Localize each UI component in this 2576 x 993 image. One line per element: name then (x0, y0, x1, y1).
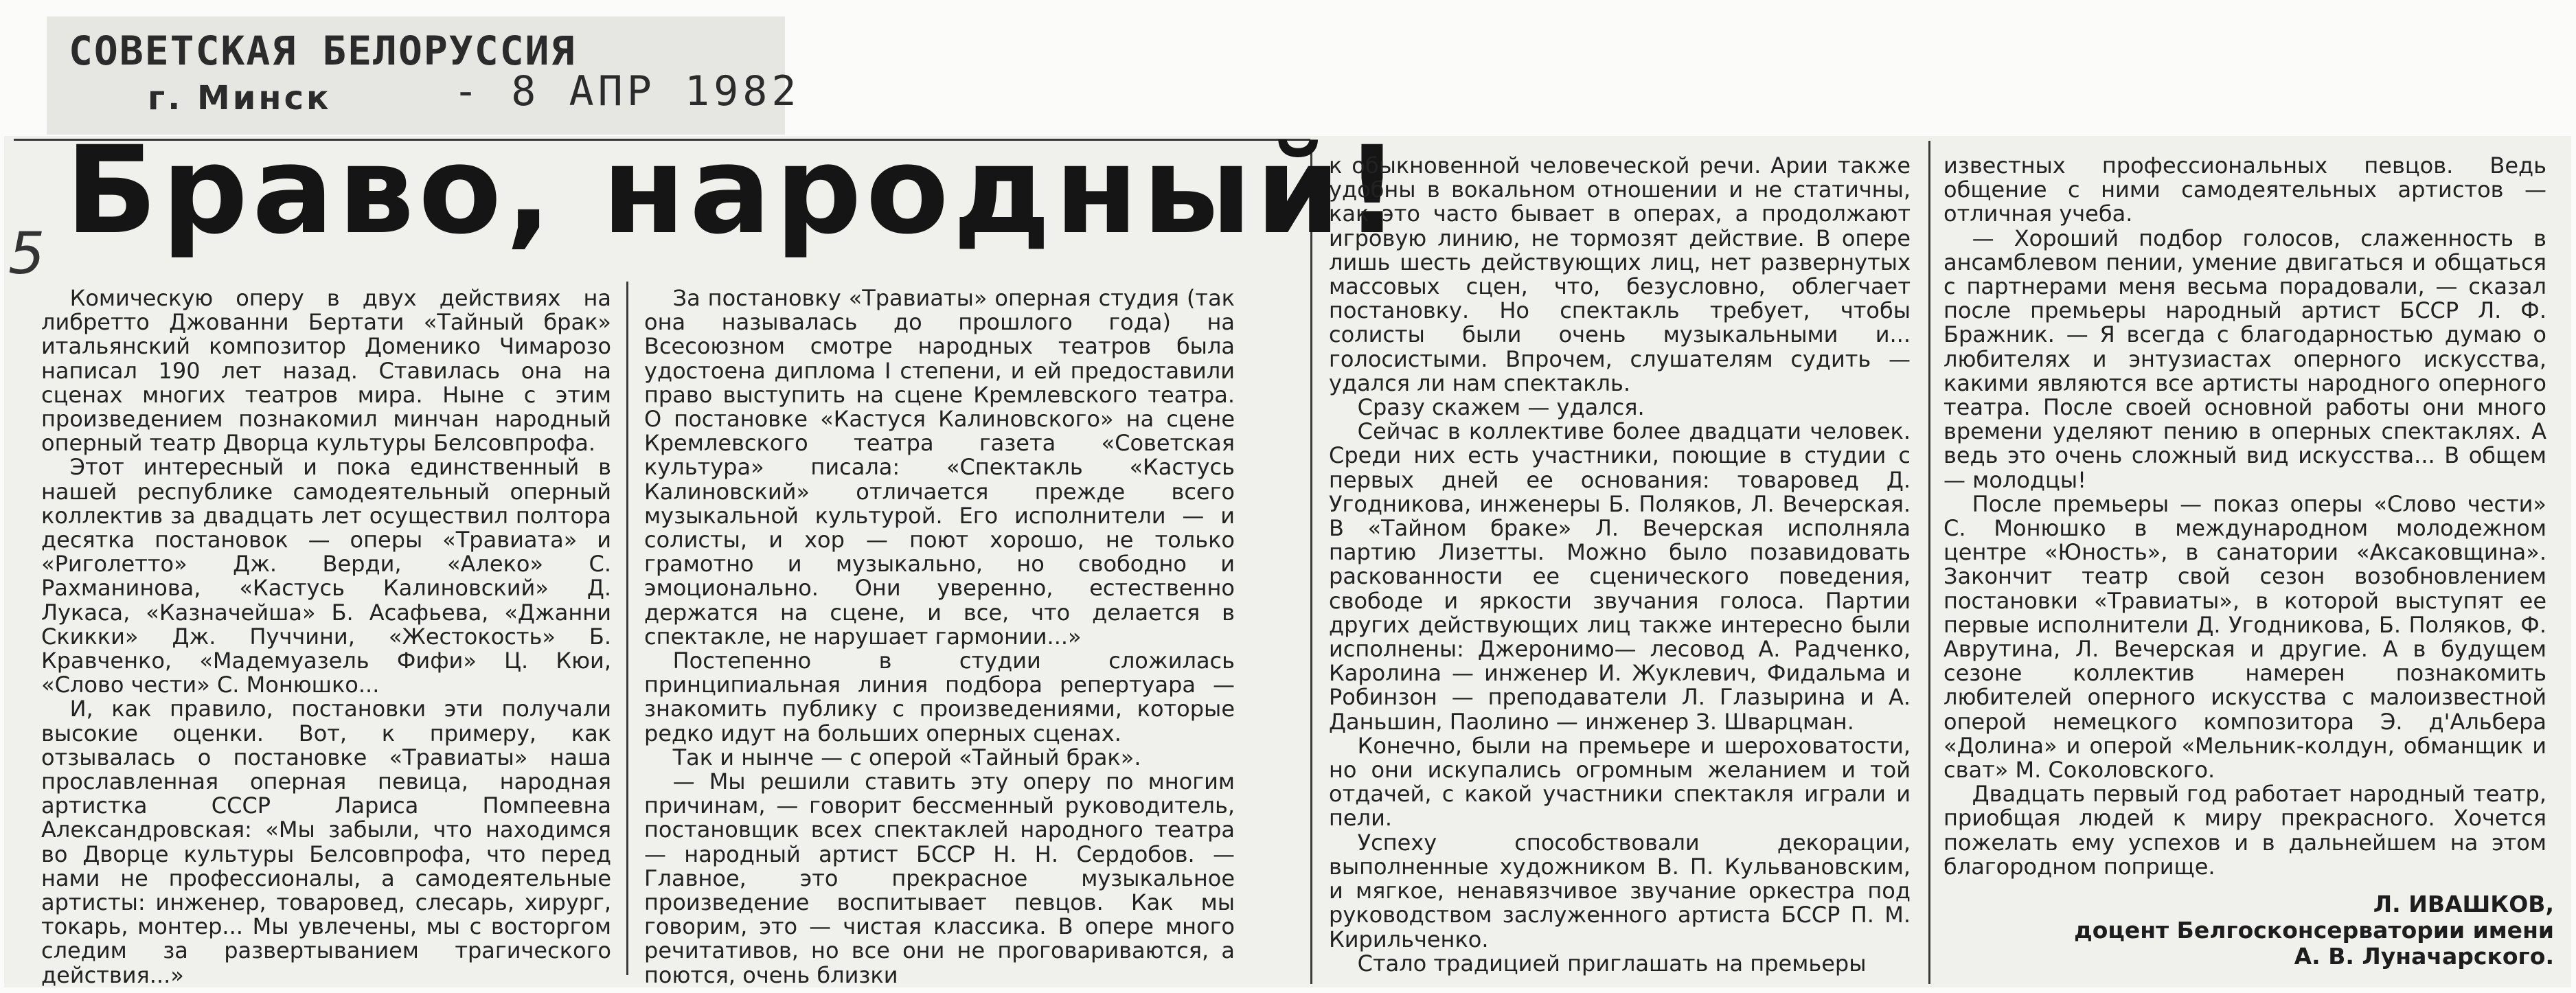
paragraph: Сейчас в коллективе более двадцати человек. Среди них есть участники, поющие в студии с первых дней ее основания: товаровед Д. Угодникова, инженеры Б. Поляков, Л. Вечерская. В «Тайном браке» Л. Вечерская исполняла партию Лизетты. Можно было позавидовать раскованности ее сценического поведения, свободе и яркости звучания голоса. Партии других действующих лиц также интересно были исполнены: Джеронимо— лесовод А. Радченко, Каролина — инженер И. Жуклевич, Фидальма и Робинзон — преподаватели Л. Глазырина и А. Даньшин, Паолино — инженер З. Шварцман. (1329, 418, 1911, 735)
article-column-1 (41, 286, 611, 988)
author-signature (2074, 891, 2554, 970)
article-column-4 (1944, 154, 2546, 879)
paragraph: Комическую оперу в двух действиях на либретто Джованни Бертати «Тайный брак» итальянский композитор Доменико Чимарозо написал 190 лет назад. Ставилась она на сценах многих театров мира. Ныне с этим произведением познакомил минчан народный оперный театр Дворца культуры Белсовпрофа. (41, 285, 611, 457)
author-name: Л. ИВАШКОВ, (2373, 891, 2554, 917)
stamp-date: - 8 АПР 1982 (453, 67, 801, 115)
paragraph: к обыкновенной человеческой речи. Арии также удобны в вокальном отношении и не статичны, как это часто бывает в операх, а продолжают игровую линию, не тормозят действие. В опере лишь шесть действующих лиц, нет развернутых массовых сцен, что, безусловно, облегчает постановку. Но спектакль требует, чтобы солисты были очень музыкальными и... голосистыми. Впрочем, слушателям судить — удался ли нам спектакль. (1329, 152, 1911, 396)
paragraph: — Мы решили ставить эту оперу по многим причинам, — говорит бессменный руководитель, постановщик всех спектаклей народного театра— народный артист БССР Н. Н. Сердобов. — Главное, это прекрасное музыкальное произведение воспитывает певцов. Как мы говорим, это — чистая классика. В опере много речитативов, но все они не проговариваются, а поются, очень близки (644, 768, 1235, 988)
author-position: доцент Белгосконсерватории имени (2074, 917, 2554, 944)
margin-mark: 5 (8, 220, 45, 287)
column-divider (1310, 141, 1312, 984)
paragraph: Постепенно в студии сложилась принципиальная линия подбора репертуара — знакомить публику с произведениями, которые редко идут на больших оперных сценах. (644, 648, 1235, 746)
paragraph: И, как правило, постановки эти получали высокие оценки. Вот, к примеру, как отзывалась о постановке «Травиаты» наша прославленная оперная певица, народная артистка СССР Лариса Помпеевна Александровская: «Мы забыли, что находимся во Дворце культуры Белсовпрофа, что перед нами не профессионалы, а самодеятельные артисты: инженер, товаровед, слесарь, хирург, токарь, монтер... Мы увлечены, мы с восторгом следим за развертыванием трагического действия...» (41, 696, 611, 988)
paragraph: Этот интересный и пока единственный в нашей республике самодеятельный оперный коллектив за двадцать лет осуществил полтора десятка постановок — оперы «Травиата» и «Риголетто» Дж. Верди, «Алеко» С. Рахманинова, «Кастусь Калиновский» Д. Лукаса, «Казначейша» Б. Асафьева, «Джанни Скикки» Дж. Пуччини, «Жестокость» Б. Кравченко, «Мадемуазель Фифи» Ц. Кюи, «Слово чести» С. Монюшко... (41, 454, 611, 698)
article-column-2 (644, 286, 1235, 988)
paragraph: За постановку «Травиаты» оперная студия (так она называлась до прошлого года) на Всесоюзном смотре народных театров была удостоена диплома I степени, и ей предоставили право выступить на сцене Кремлевского театра. О постановке «Кастуся Калиновского» на сцене Кремлевского театра газета «Советская культура» писала: «Спектакль «Кастусь Калиновский» отличается прежде всего музыкальной культурой. Его исполнители — и солисты, и хор — поют хорошо, не только грамотно и музыкально, но свободно и эмоционально. Они уверенно, естественно держатся на сцене, и все, что делается в спектакле, не нарушает гармонии...» (644, 285, 1235, 650)
paragraph: Двадцать первый год работает народный театр, приобщая людей к миру прекрасного. Хочется пожелать ему успехов и в дальнейшем на этом благородном поприще. (1944, 781, 2546, 880)
paragraph: Так и нынче — с оперой «Тайный брак». (672, 744, 1141, 771)
paragraph: Конечно, были на премьере и шероховатости, но они искупались огромным желанием и той отдачей, с какой участники спектакля играли и пели. (1329, 732, 1911, 832)
paragraph: Успеху способствовали декорации, выполненные художником В. П. Кульвановским, и мягкое, ненавязчивое звучание оркестра под руководством заслуженного артиста БССР П. М. Кирильченко. (1329, 829, 1911, 952)
paragraph: Стало традицией приглашать на премьеры (1357, 950, 1867, 977)
article-column-3 (1329, 154, 1911, 976)
paragraph: известных профессиональных певцов. Ведь общение с ними самодеятельных артистов — отличная учеба. (1944, 152, 2546, 227)
column-divider (1928, 141, 1930, 984)
author-institution: А. В. Луначарского. (2294, 943, 2554, 970)
paragraph: Сразу скажем — удался. (1357, 394, 1645, 421)
column-divider (626, 282, 628, 975)
article-headline: Браво, народный! (65, 120, 1404, 261)
paragraph: — Хороший подбор голосов, слаженность в ансамблевом пении, умение двигаться и общаться с партнерами меня весьма порадовали, — сказал после премьеры народный артист БССР Л. Ф. Бражник. — Я всегда с благодарностью думаю о любителях и энтузиастах оперного искусства, какими являются все артисты народного оперного театра. После своей основной работы они много времени уделяют пению в оперных спектаклях. А ведь это очень сложный вид искусства... В общем — молодцы! (1944, 225, 2546, 493)
stamp-newspaper-name: СОВЕТСКАЯ БЕЛОРУССИЯ (69, 27, 576, 74)
stamp-city: г. Минск (148, 79, 332, 117)
paragraph: После премьеры — показ оперы «Слово чести» С. Монюшко в международном молодежном центре «Юность», в санатории «Аксаковщина». Закончит театр свой сезон возобновлением постановки «Травиаты», в которой выступят ее первые исполнители Д. Угодникова, Б. Поляков, Ф. Аврутина, Л. Вечерская и другие. А в будущем сезоне коллектив намерен познакомить любителей оперного искусства с малоизвестной оперой немецкого композитора Э. д'Альбера «Долина» и оперой «Мельник-колдун, обманщик и сват» М. Соколовского. (1944, 490, 2546, 784)
